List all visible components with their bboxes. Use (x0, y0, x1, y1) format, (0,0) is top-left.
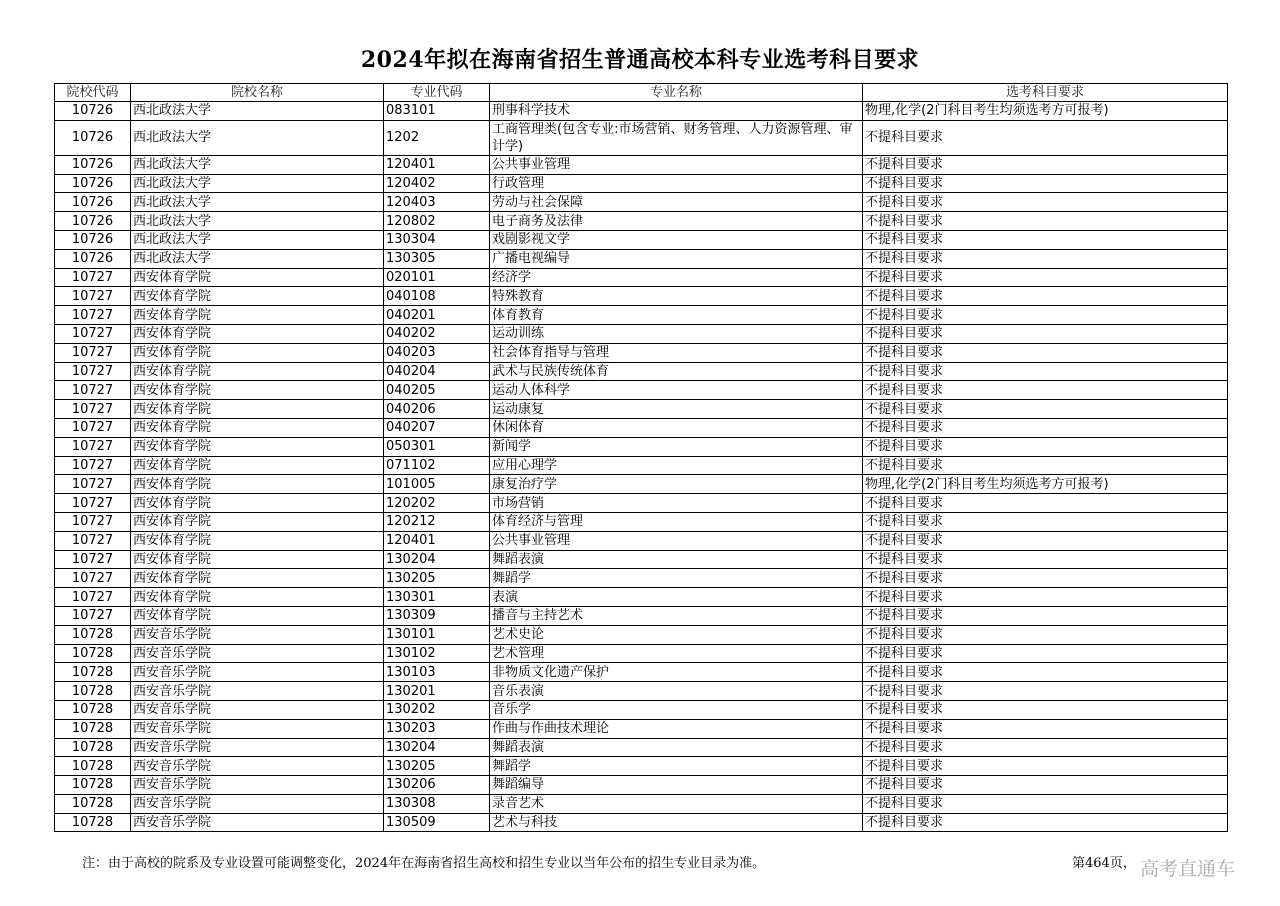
subject-requirement-cell: 不提科目要求 (863, 738, 1228, 757)
school-code-cell: 10728 (55, 644, 131, 663)
major-code-cell: 130301 (384, 588, 490, 607)
school-code-cell: 10727 (55, 362, 131, 381)
school-code-cell: 10726 (55, 230, 131, 249)
major-code-cell: 071102 (384, 456, 490, 475)
school-code-cell: 10727 (55, 381, 131, 400)
school-name-cell: 西安音乐学院 (131, 719, 384, 738)
school-name-cell: 西北政法大学 (131, 249, 384, 268)
subject-requirement-cell: 不提科目要求 (863, 456, 1228, 475)
table-row (55, 155, 1228, 174)
school-code-cell: 10727 (55, 456, 131, 475)
major-code-cell: 130204 (384, 738, 490, 757)
major-code-cell: 130203 (384, 719, 490, 738)
school-code-cell: 10728 (55, 682, 131, 701)
major-name-cell: 康复治疗学 (490, 475, 863, 494)
school-name-cell: 西北政法大学 (131, 102, 384, 121)
subject-requirement-cell: 不提科目要求 (863, 362, 1228, 381)
major-code-cell: 120802 (384, 212, 490, 231)
major-code-cell: 130201 (384, 682, 490, 701)
school-name-cell: 西安音乐学院 (131, 682, 384, 701)
major-name-cell: 体育经济与管理 (490, 512, 863, 531)
header-major-name: 专业名称 (490, 84, 863, 102)
table-row (55, 682, 1228, 701)
school-name-cell: 西安体育学院 (131, 306, 384, 325)
table-row (55, 381, 1228, 400)
table-row (55, 494, 1228, 513)
school-name-cell: 西安体育学院 (131, 343, 384, 362)
school-code-cell: 10726 (55, 120, 131, 155)
subject-requirement-cell: 不提科目要求 (863, 719, 1228, 738)
school-name-cell: 西安体育学院 (131, 588, 384, 607)
school-name-cell: 西安体育学院 (131, 494, 384, 513)
table-row (55, 606, 1228, 625)
subject-requirement-cell: 不提科目要求 (863, 437, 1228, 456)
major-code-cell: 130202 (384, 700, 490, 719)
school-name-cell: 西安体育学院 (131, 287, 384, 306)
major-code-cell: 101005 (384, 475, 490, 494)
major-name-cell: 舞蹈表演 (490, 738, 863, 757)
major-name-cell: 运动康复 (490, 400, 863, 419)
school-name-cell: 西安音乐学院 (131, 663, 384, 682)
major-name-cell: 运动训练 (490, 324, 863, 343)
major-code-cell: 040206 (384, 400, 490, 419)
table-row (55, 212, 1228, 231)
table-row (55, 663, 1228, 682)
major-code-cell: 083101 (384, 102, 490, 121)
school-name-cell: 西安体育学院 (131, 550, 384, 569)
major-code-cell: 020101 (384, 268, 490, 287)
major-code-cell: 130205 (384, 569, 490, 588)
subject-requirement-cell: 不提科目要求 (863, 663, 1228, 682)
major-code-cell: 130204 (384, 550, 490, 569)
school-code-cell: 10727 (55, 531, 131, 550)
major-code-cell: 040203 (384, 343, 490, 362)
major-code-cell: 120401 (384, 531, 490, 550)
major-code-cell: 120212 (384, 512, 490, 531)
major-code-cell: 120202 (384, 494, 490, 513)
subject-requirement-cell: 不提科目要求 (863, 644, 1228, 663)
school-code-cell: 10727 (55, 268, 131, 287)
major-code-cell: 120403 (384, 193, 490, 212)
major-name-cell: 录音艺术 (490, 794, 863, 813)
major-name-cell: 表演 (490, 588, 863, 607)
school-code-cell: 10727 (55, 400, 131, 419)
school-code-cell: 10728 (55, 813, 131, 832)
subject-requirement-cell: 不提科目要求 (863, 569, 1228, 588)
table-row (55, 418, 1228, 437)
major-name-cell: 播音与主持艺术 (490, 606, 863, 625)
major-name-cell: 市场营销 (490, 494, 863, 513)
major-code-cell: 040205 (384, 381, 490, 400)
subject-requirement-cell: 不提科目要求 (863, 212, 1228, 231)
school-name-cell: 西安体育学院 (131, 418, 384, 437)
major-code-cell: 130206 (384, 776, 490, 795)
major-name-cell: 电子商务及法律 (490, 212, 863, 231)
table-row (55, 776, 1228, 795)
school-code-cell: 10728 (55, 757, 131, 776)
header-school-code: 院校代码 (55, 84, 131, 102)
table-row (55, 550, 1228, 569)
school-name-cell: 西安音乐学院 (131, 700, 384, 719)
table-row (55, 512, 1228, 531)
school-name-cell: 西安体育学院 (131, 569, 384, 588)
major-name-cell: 舞蹈学 (490, 757, 863, 776)
subject-requirement-cell: 不提科目要求 (863, 418, 1228, 437)
school-name-cell: 西安音乐学院 (131, 625, 384, 644)
school-name-cell: 西安音乐学院 (131, 776, 384, 795)
table-body (55, 102, 1228, 832)
school-code-cell: 10726 (55, 193, 131, 212)
subject-requirement-cell: 不提科目要求 (863, 268, 1228, 287)
school-name-cell: 西北政法大学 (131, 193, 384, 212)
school-name-cell: 西安体育学院 (131, 437, 384, 456)
school-name-cell: 西安体育学院 (131, 362, 384, 381)
school-code-cell: 10727 (55, 550, 131, 569)
school-name-cell: 西安体育学院 (131, 324, 384, 343)
school-code-cell: 10727 (55, 306, 131, 325)
table-row (55, 193, 1228, 212)
school-code-cell: 10728 (55, 738, 131, 757)
subject-requirement-cell: 不提科目要求 (863, 249, 1228, 268)
school-name-cell: 西安体育学院 (131, 268, 384, 287)
school-name-cell: 西安体育学院 (131, 400, 384, 419)
school-code-cell: 10727 (55, 606, 131, 625)
table-row (55, 437, 1228, 456)
school-code-cell: 10726 (55, 249, 131, 268)
table-row (55, 362, 1228, 381)
major-name-cell: 音乐表演 (490, 682, 863, 701)
header-major-code: 专业代码 (384, 84, 490, 102)
school-name-cell: 西安体育学院 (131, 512, 384, 531)
subject-requirement-cell: 不提科目要求 (863, 343, 1228, 362)
table-row (55, 569, 1228, 588)
major-name-cell: 劳动与社会保障 (490, 193, 863, 212)
table-row (55, 794, 1228, 813)
table-row (55, 120, 1228, 155)
table-row (55, 456, 1228, 475)
school-code-cell: 10726 (55, 102, 131, 121)
major-name-cell: 舞蹈表演 (490, 550, 863, 569)
major-code-cell: 040202 (384, 324, 490, 343)
table-row (55, 738, 1228, 757)
table-row (55, 719, 1228, 738)
school-name-cell: 西北政法大学 (131, 155, 384, 174)
school-code-cell: 10728 (55, 719, 131, 738)
school-name-cell: 西北政法大学 (131, 120, 384, 155)
school-code-cell: 10726 (55, 155, 131, 174)
school-name-cell: 西安音乐学院 (131, 794, 384, 813)
subject-requirement-cell: 不提科目要求 (863, 287, 1228, 306)
table-row (55, 268, 1228, 287)
major-name-cell: 广播电视编导 (490, 249, 863, 268)
school-code-cell: 10726 (55, 212, 131, 231)
table-row (55, 644, 1228, 663)
major-name-cell: 运动人体科学 (490, 381, 863, 400)
school-code-cell: 10727 (55, 475, 131, 494)
major-code-cell: 040108 (384, 287, 490, 306)
major-code-cell: 120401 (384, 155, 490, 174)
major-code-cell: 050301 (384, 437, 490, 456)
table-row (55, 343, 1228, 362)
school-code-cell: 10727 (55, 569, 131, 588)
subject-requirement-cell: 不提科目要求 (863, 230, 1228, 249)
major-name-cell: 应用心理学 (490, 456, 863, 475)
major-name-cell: 经济学 (490, 268, 863, 287)
major-code-cell: 040204 (384, 362, 490, 381)
table-row (55, 475, 1228, 494)
major-code-cell: 130102 (384, 644, 490, 663)
table-row (55, 625, 1228, 644)
major-name-cell: 非物质文化遗产保护 (490, 663, 863, 682)
subject-requirement-cell: 不提科目要求 (863, 776, 1228, 795)
subject-requirement-cell: 物理,化学(2门科目考生均须选考方可报考) (863, 102, 1228, 121)
major-code-cell: 130308 (384, 794, 490, 813)
table-row (55, 287, 1228, 306)
table-row (55, 700, 1228, 719)
school-code-cell: 10727 (55, 588, 131, 607)
subject-requirement-cell: 物理,化学(2门科目考生均须选考方可报考) (863, 475, 1228, 494)
major-name-cell: 作曲与作曲技术理论 (490, 719, 863, 738)
subject-requirement-cell: 不提科目要求 (863, 682, 1228, 701)
header-subject-requirement: 选考科目要求 (863, 84, 1228, 102)
major-name-cell: 艺术与科技 (490, 813, 863, 832)
school-name-cell: 西安体育学院 (131, 381, 384, 400)
table-row (55, 249, 1228, 268)
major-code-cell: 040201 (384, 306, 490, 325)
major-name-cell: 艺术管理 (490, 644, 863, 663)
school-code-cell: 10727 (55, 494, 131, 513)
table-header-row (55, 84, 1228, 102)
major-name-cell: 武术与民族传统体育 (490, 362, 863, 381)
subject-requirement-cell: 不提科目要求 (863, 700, 1228, 719)
major-name-cell: 音乐学 (490, 700, 863, 719)
major-name-cell: 工商管理类(包含专业:市场营销、财务管理、人力资源管理、审计学) (490, 120, 863, 155)
subject-requirement-cell: 不提科目要求 (863, 193, 1228, 212)
watermark-text: 高考直通车 (1140, 858, 1236, 880)
school-code-cell: 10727 (55, 418, 131, 437)
table-row (55, 588, 1228, 607)
major-name-cell: 公共事业管理 (490, 155, 863, 174)
table-row (55, 306, 1228, 325)
table-row (55, 324, 1228, 343)
school-code-cell: 10728 (55, 700, 131, 719)
table-row (55, 174, 1228, 193)
major-name-cell: 公共事业管理 (490, 531, 863, 550)
school-name-cell: 西安音乐学院 (131, 738, 384, 757)
school-name-cell: 西安体育学院 (131, 531, 384, 550)
subject-requirement-cell: 不提科目要求 (863, 120, 1228, 155)
major-requirements-table (54, 83, 1228, 832)
school-code-cell: 10727 (55, 324, 131, 343)
major-name-cell: 特殊教育 (490, 287, 863, 306)
header-school-name: 院校名称 (131, 84, 384, 102)
subject-requirement-cell: 不提科目要求 (863, 550, 1228, 569)
major-name-cell: 休闲体育 (490, 418, 863, 437)
subject-requirement-cell: 不提科目要求 (863, 794, 1228, 813)
school-name-cell: 西安体育学院 (131, 475, 384, 494)
subject-requirement-cell: 不提科目要求 (863, 625, 1228, 644)
major-code-cell: 130309 (384, 606, 490, 625)
subject-requirement-cell: 不提科目要求 (863, 174, 1228, 193)
subject-requirement-cell: 不提科目要求 (863, 494, 1228, 513)
school-code-cell: 10728 (55, 776, 131, 795)
subject-requirement-cell: 不提科目要求 (863, 757, 1228, 776)
school-name-cell: 西安音乐学院 (131, 813, 384, 832)
subject-requirement-cell: 不提科目要求 (863, 606, 1228, 625)
major-name-cell: 艺术史论 (490, 625, 863, 644)
major-code-cell: 130103 (384, 663, 490, 682)
school-name-cell: 西北政法大学 (131, 212, 384, 231)
major-code-cell: 130205 (384, 757, 490, 776)
school-code-cell: 10728 (55, 663, 131, 682)
major-name-cell: 戏剧影视文学 (490, 230, 863, 249)
school-code-cell: 10728 (55, 794, 131, 813)
major-name-cell: 刑事科学技术 (490, 102, 863, 121)
school-code-cell: 10726 (55, 174, 131, 193)
table-row (55, 102, 1228, 121)
school-name-cell: 西安音乐学院 (131, 644, 384, 663)
subject-requirement-cell: 不提科目要求 (863, 531, 1228, 550)
subject-requirement-cell: 不提科目要求 (863, 400, 1228, 419)
subject-requirement-cell: 不提科目要求 (863, 588, 1228, 607)
major-name-cell: 新闻学 (490, 437, 863, 456)
school-name-cell: 西安体育学院 (131, 456, 384, 475)
major-name-cell: 体育教育 (490, 306, 863, 325)
table-row (55, 400, 1228, 419)
school-code-cell: 10727 (55, 287, 131, 306)
major-name-cell: 舞蹈学 (490, 569, 863, 588)
subject-requirement-cell: 不提科目要求 (863, 512, 1228, 531)
school-code-cell: 10727 (55, 512, 131, 531)
table-row (55, 757, 1228, 776)
major-code-cell: 1202 (384, 120, 490, 155)
major-code-cell: 040207 (384, 418, 490, 437)
major-code-cell: 130101 (384, 625, 490, 644)
major-code-cell: 130509 (384, 813, 490, 832)
subject-requirement-cell: 不提科目要求 (863, 155, 1228, 174)
major-code-cell: 130304 (384, 230, 490, 249)
major-code-cell: 130305 (384, 249, 490, 268)
school-name-cell: 西北政法大学 (131, 230, 384, 249)
table-row (55, 813, 1228, 832)
footer-note: 注：由于高校的院系及专业设置可能调整变化，2024年在海南省招生高校和招生专业以当年公布的招生专业目录为准。 (82, 856, 766, 871)
school-name-cell: 西安音乐学院 (131, 757, 384, 776)
table-row (55, 531, 1228, 550)
subject-requirement-cell: 不提科目要求 (863, 381, 1228, 400)
page-number: 第464页， (1072, 856, 1136, 871)
table-row (55, 230, 1228, 249)
major-name-cell: 舞蹈编导 (490, 776, 863, 795)
subject-requirement-cell: 不提科目要求 (863, 813, 1228, 832)
subject-requirement-cell: 不提科目要求 (863, 306, 1228, 325)
school-code-cell: 10728 (55, 625, 131, 644)
school-code-cell: 10727 (55, 343, 131, 362)
school-code-cell: 10727 (55, 437, 131, 456)
school-name-cell: 西北政法大学 (131, 174, 384, 193)
school-name-cell: 西安体育学院 (131, 606, 384, 625)
subject-requirement-cell: 不提科目要求 (863, 324, 1228, 343)
major-name-cell: 行政管理 (490, 174, 863, 193)
page-title: 2024年拟在海南省招生普通高校本科专业选考科目要求 (360, 47, 920, 73)
major-name-cell: 社会体育指导与管理 (490, 343, 863, 362)
major-code-cell: 120402 (384, 174, 490, 193)
